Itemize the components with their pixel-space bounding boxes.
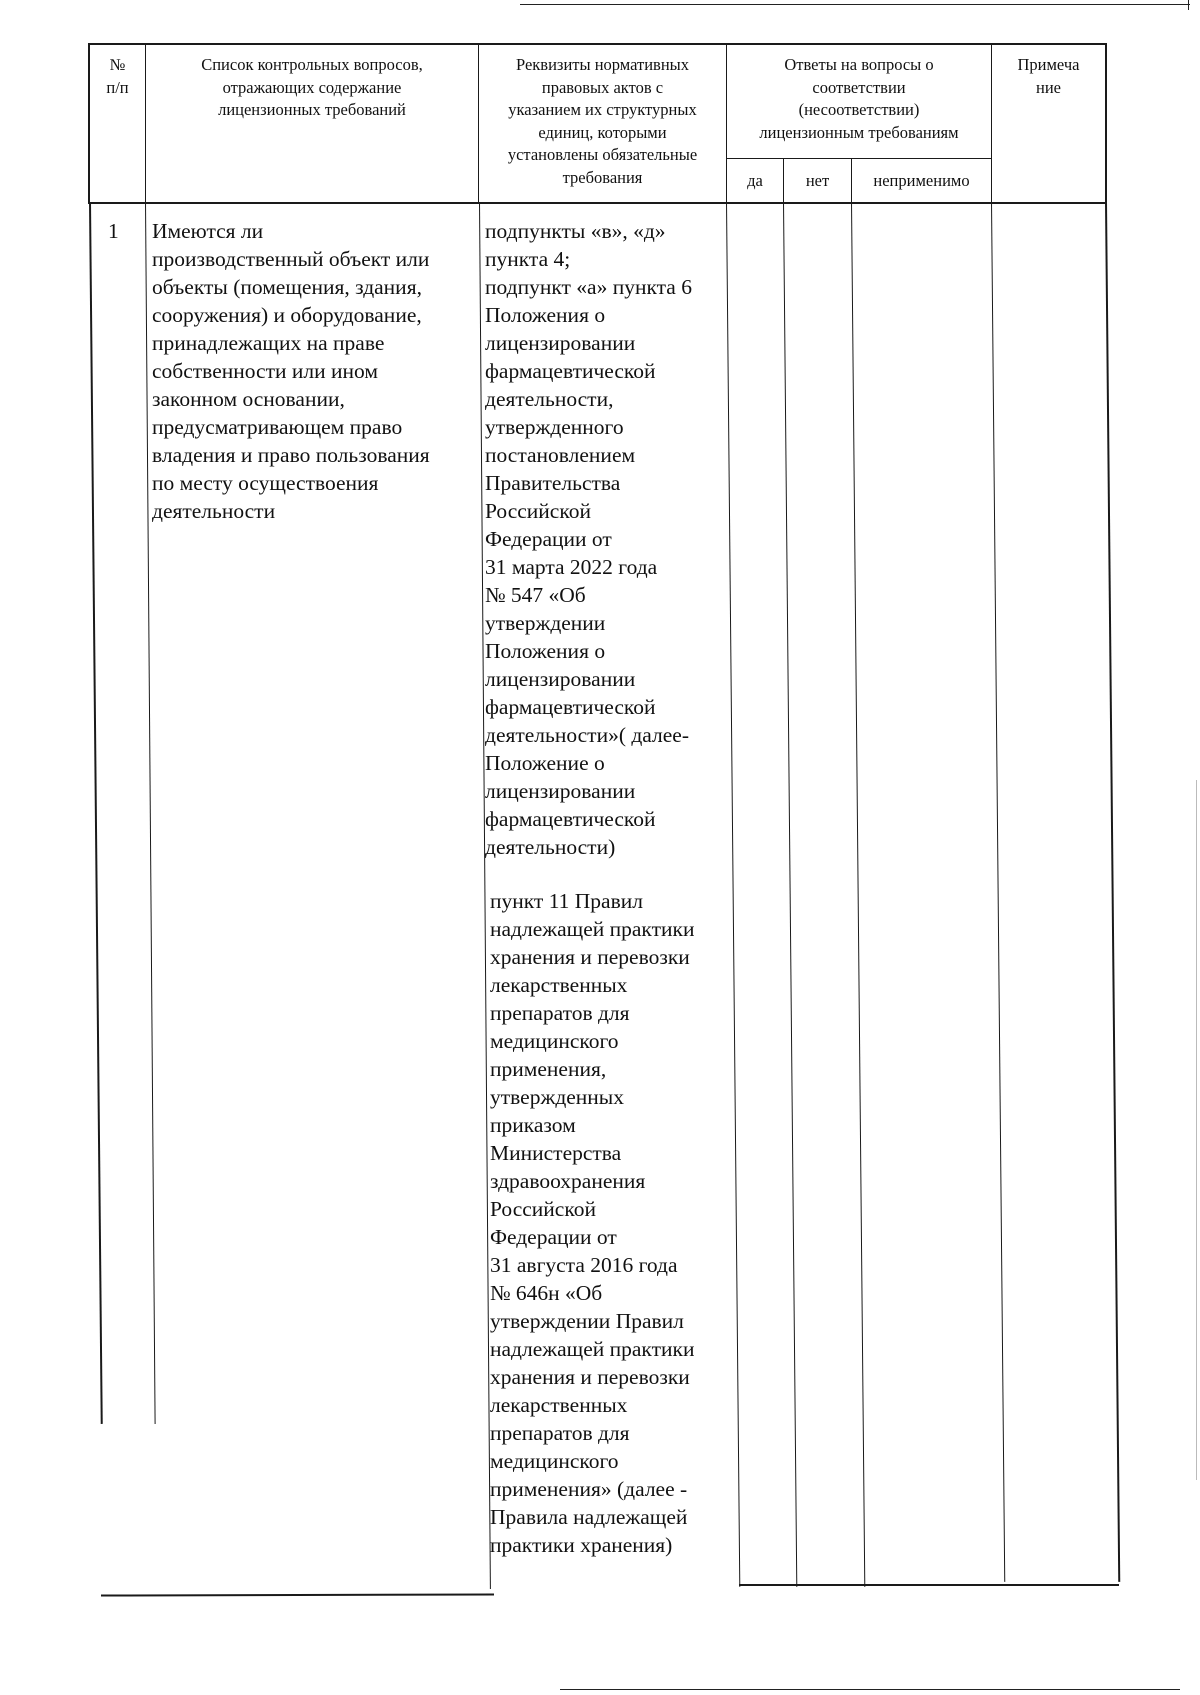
header-answer-yes: да: [747, 171, 763, 190]
answers-subheader-border: [726, 158, 991, 159]
row-bottom-left: [101, 1593, 494, 1596]
header-num: № п/п: [106, 55, 129, 97]
row-bottom-right: [739, 1584, 1119, 1586]
body-col-line-5: [851, 202, 865, 1587]
header-answers: Ответы на вопросы о соответствии (несоответствии) лицензионным требованиям: [759, 55, 959, 142]
body-col-line-6: [991, 202, 1005, 1582]
row-requisites-part2: пункт 11 Правил надлежащей практики хранения и перевозки лекарственных препаратов для медицинского применения, утвержденных приказом Министерства здравоохранения Российской Федерации от 31 августа 2016 года № 646н «Об утверждении Правил надлежащей практики хранения и перевозки лекарственных препаратов для медицинского применения» (далее - Правила надлежащей практики хранения): [490, 889, 695, 1557]
header-answer-na: неприменимо: [873, 171, 970, 190]
header-col-line-7: [1105, 43, 1107, 203]
body-col-line-7: [1105, 202, 1120, 1582]
header-answer-no: нет: [805, 171, 830, 190]
row-number: 1: [108, 219, 119, 243]
row-question: Имеются ли производственный объект или объекты (помещения, здания, сооружения) и оборудование, принадлежащих на праве собственности или ином законном основании, предусматривающем право владения и право пользования по месту осуществоения деятельности: [152, 219, 430, 523]
table-top-border: [88, 43, 1106, 45]
header-bottom-border: [88, 202, 1106, 204]
body-col-line-0: [89, 202, 102, 1424]
header-questions: Список контрольных вопросов, отражающих содержание лицензионных требований: [201, 55, 423, 119]
header-note: Примеча ние: [1017, 55, 1080, 97]
scan-edge-bottom: [560, 1689, 1180, 1690]
row-requisites-part1: подпункты «в», «д» пункта 4; подпункт «а» пункта 6 Положения о лицензировании фармацевтической деятельности, утвержденного постановлением Правительства Российской Федерации от 31 марта 2022 года № 547 «Об утверждении Положения о лицензировании фармацевтической деятельности»( далее- Положение о лицензировании фармацевтической деятельности): [485, 219, 692, 859]
body-col-line-4: [783, 202, 797, 1587]
scan-edge-top: [520, 4, 1190, 5]
scan-edge-right: [1196, 780, 1197, 1480]
header-requisites: Реквизиты нормативных правовых актов с указанием их структурных единиц, которыми установлены обязательные требования: [507, 55, 698, 187]
scan-edge-top-right: [1188, 0, 1189, 10]
